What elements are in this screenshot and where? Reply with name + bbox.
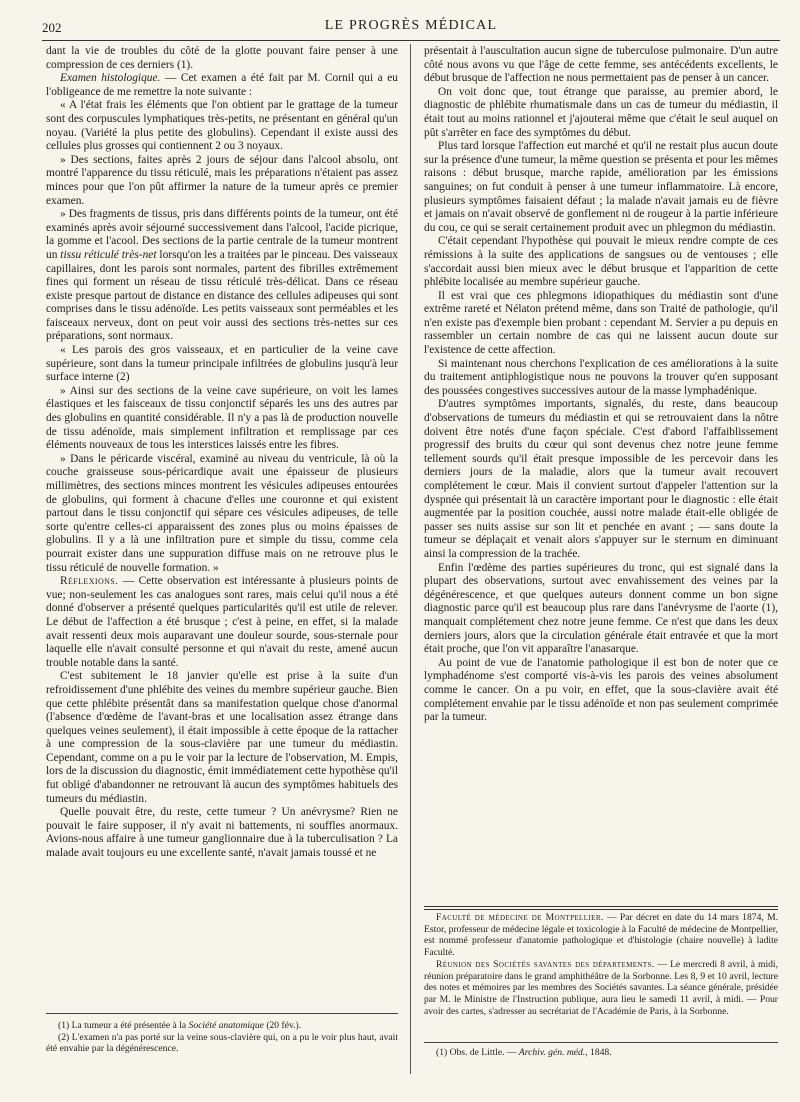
footnote-text: (20 fév.).: [263, 1020, 302, 1031]
column-divider: [410, 44, 411, 1074]
footnote: (2) L'examen n'a pas porté sur la veine sous-clavière qui, on a pu le voir plus haut, avait été envahie par la dégénérescence.: [46, 1031, 398, 1055]
paragraph-text: » Des fragments de tissus, pris dans différents points de la tumeur, ont été examinés après avoir séjourné successivement dans l'alcool, l'acide picrique, la gomme et l'acool. Des sections de la partie centrale de la tumeur montrent un: [46, 208, 398, 261]
page-header: [42, 14, 780, 36]
paragraph: « A l'état frais les éléments que l'on obtient par le grattage de la tumeur sont des corpuscules lymphatiques très-petits, ne présentant en général qu'un noyau. (Variété la plus petite des globulins). Cependant il existe aussi des cellules plus grosses qui contiennent 2 ou 3 noyaux.: [46, 99, 398, 153]
footnote-emphasis: Société anatomique: [188, 1020, 264, 1031]
left-column: [46, 45, 398, 861]
news-text: — Le mercredi 8 avril, à midi, réunion préparatoire dans le grand amphithéâtre de la Sorbonne. Les 8, 9 et 10 avril, lecture des notes et mémoires par les membres des Sociétés savantes. La séance générale, présidée par M. le Ministre de l'Instruction publique, aura lieu le samedi 11 avril, à midi. — Pour avoir des cartes, s'adresser au secrétariat de l'Académie de Paris, à la Sorbonne.: [424, 958, 778, 1017]
paragraph: On voit donc que, tout étrange que paraisse, au premier abord, le diagnostic de phlébite rhumatismale dans un cas de tumeur du médiastin, il était tout au moins rationnel et j'ajouterai même que c'était le seul auquel on pût s'arrêter en face des symptômes du début.: [424, 85, 778, 139]
paragraph: Quelle pouvait être, du reste, cette tumeur ? Un anévrysme? Rien ne pouvait le faire supposer, il n'y avait ni battements, ni souffles anormaux. Avions-nous affaire à une tumeur ganglionnaire due à la tuberculisation ? La malade avait toujours eu une excellente santé, n'avait jamais toussé et ne: [46, 806, 398, 860]
footnote-text: (1) La tumeur a été présentée à la: [58, 1020, 189, 1031]
footnote: [46, 1020, 398, 1032]
news-section: [424, 912, 778, 1017]
paragraph: » Ainsi sur des sections de la veine cave supérieure, on voit les lames élastiques et les faisceaux de tissu conjonctif séparés les uns des autres par des globulins en quantité considérable. Il n'y a pas là de production nouvelle de tissu adénoïde, mais simplement infiltration et remplissage par ces éléments nouveaux de tous les interstices laissés entre les fibres.: [46, 384, 398, 452]
header-rule: [42, 40, 780, 41]
paragraph: [46, 208, 398, 344]
paragraph: C'est subitement le 18 janvier qu'elle est prise à la suite d'un refroidissement d'une phlébite des veines du membre supérieur gauche. Bien que cette phlébite présentât dans sa manifestation quelque chose d'anormal (l'absence d'œdème de l'avant-bras et une localisation assez étrange dans quelques veines seulement), il était impossible à cette époque de la rattacher à une compression de la sous-clavière par une tumeur du médiastin. Cependant, comme on a pu le voir par la lecture de l'observation, M. Empis, lors de la discussion du diagnostic, émit immédiatement cette hypothèse qu'il fut obligé d'abandonner ne retrouvant là aucun des symptômes habituels des tumeurs du médiastin.: [46, 670, 398, 805]
news-separator: [424, 906, 778, 910]
right-footnotes: [424, 1047, 778, 1059]
footnote-rule: [424, 1042, 778, 1043]
footnote-text: (1) Obs. de Little. —: [436, 1047, 519, 1058]
paragraph: » Des sections, faites après 2 jours de séjour dans l'alcool absolu, ont montré l'apparence du tissu réticulé, mais les préparations n'étaient pas assez minces pour que l'on pût affirmer la nature de la tumeur après ce premier examen.: [46, 153, 398, 207]
left-footnotes: [46, 1020, 398, 1055]
section-title: Examen histologique.: [60, 72, 161, 85]
section-title: Réflexions.: [60, 575, 119, 588]
paragraph: C'était cependant l'hypothèse qui pouvait le mieux rendre compte de ces rémissions à la suite des applications de sangsues ou de ventouses ; elle s'accordait aussi bien mieux avec le début brusque et l'apparition de cette phlébite localisée au membre supérieur gauche.: [424, 235, 778, 289]
paragraph: [46, 72, 398, 99]
paragraph: Si maintenant nous cherchons l'explication de ces améliorations à la suite du traitement antiphlogistique nous ne pouvons la trouver qu'en supposant des poussées congestives successives autour de la masse lymphadénique.: [424, 357, 778, 397]
paragraph: » Dans le péricarde viscéral, examiné au niveau du ventricule, là où la couche graisseuse sous-péricardique avait une épaisseur de plusieurs millimètres, des sections minces montrent les vésicules adipeuses entourées de globulins, qui forment à chacune d'elles une couronne et qui existent partout dans le tissu conjonctif qui sépare ces vésicules adipeuses, de telle sorte qu'entre celles-ci apparaissent des zones plus ou moins épaisses de globulins. Il y a là une infiltration pure et simple du tissu, comme cela pourrait exister dans une suppuration diffuse mais on ne retrouve plus le tissu réticulé de nouvelle formation. »: [46, 452, 398, 574]
right-column: [424, 45, 778, 725]
page-number: 202: [42, 20, 62, 35]
news-title: Faculté de médecine de Montpellier.: [436, 912, 604, 923]
paragraph: D'autres symptômes importants, signalés, du reste, dans beaucoup d'observations de tumeurs du médiastin et qui se retrouvaient dans la nôtre doivent être notés d'une façon spéciale. C'est d'abord l'affaiblissement progressif des bruits du cœur qui sont devenus chez notre jeune femme tellement sourds qu'il était presque impossible de les percevoir dans les derniers jours de la maladie, alors que la tumeur avait recouvert complétement le cœur. Mais il convient surtout d'appeler l'attention sur la dyspnée qui présentait là un caractère important pour le diagnostic : elle était augmentée par la position couchée, aussi notre malade était-elle obligée de passer ses nuits assise sur son lit et penchée en avant ; — sans doute la tumeur se déplaçait et venait alors s'appuyer sur le sternum en diminuant ainsi la compression de la trachée.: [424, 398, 778, 560]
paragraph-text: lorsqu'on les a traitées par le pinceau. Des vaisseaux capillaires, dont les parois sont normales, partent des fibrilles extrêmement fines qui forment un réseau de tissu réticulé très-délicat. Dans ce réseau existe presque partout de distance en distance des cellules adipeuses qui sont comprises dans le tissu adénoïde. Les petits vaisseaux sont perméables et les faisceaux nerveux, dont on peut voir aussi des sections très-nettes sur ces préparations, sont normaux.: [46, 248, 398, 343]
paragraph: Au point de vue de l'anatomie pathologique il est bon de noter que ce lymphadénome s'est comporté vis-à-vis les parois des veines absolument comme le cancer. On a pu voir, en effet, que la sous-clavière avait été complétement envahie par le tissu adénoïde et non pas seulement comprimée par la tumeur.: [424, 656, 778, 724]
footnote: [424, 1047, 778, 1059]
news-title: Réunion des Sociétés savantes des départements.: [436, 958, 655, 970]
paragraph: Il est vrai que ces phlegmons idiopathiques du médiastin sont d'une extrême rareté et Nélaton prétend même, dans son Traité de pathologie, qu'il n'en existe pas d'exemple bien probant : cependant M. Servier a pu depuis en rassembler un certain nombre de cas qui ne laissent aucun doute sur l'existence de cette affection.: [424, 289, 778, 357]
emphasis-text: tissu réticulé très-net: [60, 248, 157, 261]
paragraph-text: — Cette observation est intéressante à plusieurs points de vue; non-seulement les cas analogues sont rares, mais celui qu'il nous a été donné d'observer a présenté quelques particularités qu'il est utile de relever. Le début de l'affection a été brusque ; c'est à peine, en effet, si la malade avait ressenti deux mois auparavant une douleur sourde, sous-sternale pour laquelle elle n'avait consulté personne et qui n'avait du reste, amené aucun trouble notable dans la santé.: [46, 575, 398, 669]
paragraph: présentait à l'auscultation aucun signe de tuberculose pulmonaire. D'un autre côté nous avons vu que l'âge de cette femme, ses antécédents excellents, le début brusque de l'affection ne nous permettaient pas de penser à un cancer.: [424, 45, 778, 85]
paragraph-text: — Cet examen a été fait par M. Cornil qui a eu l'obligeance de me remettre la note suivante :: [46, 72, 399, 98]
footnote-text: , 1848.: [585, 1047, 612, 1058]
news-item: [424, 912, 778, 959]
paragraph: Enfin l'œdème des parties supérieures du tronc, qui est signalé dans la plupart des observations, surtout avec envahissement des veines par la dégénérescence, et que quelques auteurs donnent comme un bon signe diagnostic parce qu'il est beaucoup plus rare dans l'anévrysme de l'aorte (1), manquait complétement chez notre jeune femme. Ce n'est que dans les deux derniers jours, alors que la circulation générale était entravée et que la mort était proche, que l'on vit apparaître l'anasarque.: [424, 561, 778, 656]
paragraph: dant la vie de troubles du côté de la glotte pouvant faire penser à une compression de ces derniers (1).: [46, 45, 398, 71]
footnote-rule: [46, 1013, 398, 1014]
journal-title: LE PROGRÈS MÉDICAL: [324, 18, 498, 33]
news-text: — Par décret en date du 14 mars 1874, M. Estor, professeur de médecine légale et toxicologie à la Faculté de médecine de Montpellier, est nommé professeur d'anatomie pathologique et d'histologie (chaire nouvelle) à ladite Faculté.: [424, 912, 779, 959]
news-item: [424, 959, 778, 1018]
paragraph: Plus tard lorsque l'affection eut marché et qu'il ne restait plus aucun doute sur la présence d'une tumeur, la même question se présenta et pour les mêmes raisons : début brusque, marche rapide, amélioration par les émissions sanguines; on fut conduit à penser à une tumeur inflammatoire. Là encore, plusieurs symptômes faisaient défaut ; la malade n'avait jamais eu de fièvre et jamais on n'avait observé de gonflement ni de rougeur à la partie inférieure du cou, ce qui se serait certainement produit avec un phlegmon du médiastin.: [424, 140, 778, 234]
paragraph: « Les parois des gros vaisseaux, et en particulier de la veine cave supérieure, sont dans la tumeur principale infiltrées de globulins jusqu'à leur surface interne (2): [46, 344, 398, 384]
footnote-emphasis: Archiv. gén. méd.: [518, 1047, 586, 1058]
paragraph: [46, 575, 398, 670]
